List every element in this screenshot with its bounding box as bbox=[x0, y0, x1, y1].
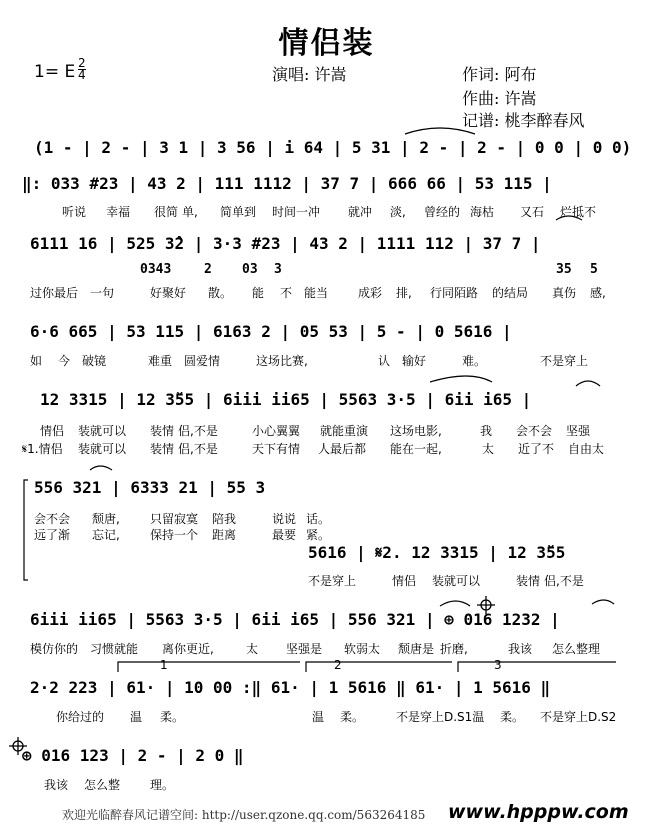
tie-mark bbox=[576, 381, 600, 386]
lyric: 圆爱情 bbox=[184, 354, 221, 368]
notation-row-10: ⊕ 016 123 | 2 - | 2 0 ‖ bbox=[22, 746, 244, 765]
tie-mark bbox=[405, 128, 475, 134]
lyric: 𝄋1.情侣 bbox=[22, 442, 63, 456]
lyric: 如 bbox=[30, 354, 43, 368]
lyric: 人最后都 bbox=[318, 442, 367, 456]
lyric: 很简 bbox=[154, 205, 179, 219]
volta-bracket bbox=[458, 662, 616, 672]
lyric: 颓唐是 bbox=[398, 642, 435, 656]
lyric: 小心翼翼 bbox=[252, 424, 301, 438]
notation-row-3: 6111 16 | 525 3̂2 | 3·3 #23 | 43 2 | 1111 112 | 37 7 | bbox=[30, 234, 541, 253]
harmony-note: 03 bbox=[242, 262, 258, 277]
lyric: 不是穿上 bbox=[308, 574, 357, 588]
notation-row-2: ‖: 033 #23 | 43 2 | 111 1112 | 37 7 | 666 66 | 53 115 | bbox=[22, 174, 552, 193]
key-signature: 1= E bbox=[34, 62, 76, 82]
lyric: 又石 bbox=[520, 205, 545, 219]
time-numerator: 2 bbox=[78, 56, 86, 70]
lyric: 太 bbox=[246, 642, 259, 656]
lyric: 侣,不是 bbox=[544, 574, 584, 588]
lyric: 颓唐, bbox=[92, 512, 120, 526]
lyric: 装情 bbox=[150, 442, 175, 456]
lyric: 情侣 bbox=[40, 424, 65, 438]
lyric: 烂抵不 bbox=[560, 205, 597, 219]
volta-number: 3 bbox=[494, 658, 502, 672]
notation-row-6: 556 321 | 6333 21 | 55 3 bbox=[34, 478, 266, 497]
lyric: 理。 bbox=[150, 778, 175, 792]
lyric: 会不会 bbox=[516, 424, 553, 438]
lyric: 离你更近, bbox=[162, 642, 214, 656]
lyric: 海枯 bbox=[470, 205, 495, 219]
lyric: 温 bbox=[130, 710, 143, 724]
lyric: 侣,不是 bbox=[178, 442, 218, 456]
lyric: 你给过的 bbox=[56, 710, 105, 724]
tie-mark bbox=[430, 376, 492, 382]
harmony-note: 3 bbox=[274, 262, 282, 277]
lyric: 自由太 bbox=[568, 442, 605, 456]
lyric: 我该 bbox=[44, 778, 69, 792]
notation-row-1: (1 - | 2 - | 3 1 | 3 56 | i 64 | 5 31 | 2 - | 2 - | 0 0 | 0 0) bbox=[34, 138, 632, 157]
lyric: 成彩 bbox=[358, 286, 383, 300]
lyric: 近了不 bbox=[518, 442, 555, 456]
harmony-note: 0343 bbox=[140, 262, 172, 277]
harmony-note: 5 bbox=[590, 262, 598, 277]
volta-number: 2 bbox=[334, 658, 342, 672]
lyric: 会不会 bbox=[34, 512, 71, 526]
tie-mark bbox=[90, 466, 112, 470]
lyric: 不是穿上D.S2 bbox=[540, 710, 617, 724]
lyric: 坚强 bbox=[566, 424, 591, 438]
lyric: 折磨, bbox=[440, 642, 468, 656]
lyric: 距离 bbox=[212, 528, 237, 542]
lyric: 情侣 bbox=[392, 574, 417, 588]
lyric: 不是穿上D.S1温 bbox=[396, 710, 485, 724]
tie-mark bbox=[556, 216, 582, 220]
lyric: 难。 bbox=[462, 354, 487, 368]
lyric: 这场电影, bbox=[390, 424, 442, 438]
lyric: 陪我 bbox=[212, 512, 237, 526]
lyric: 侣,不是 bbox=[178, 424, 218, 438]
lyric: 软弱太 bbox=[344, 642, 381, 656]
lyric: 天下有情 bbox=[252, 442, 301, 456]
notation-row-7: 5616 | 𝄋2. 12 3315 | 12 3̌55 bbox=[308, 543, 566, 562]
lyric: 太 bbox=[482, 442, 495, 456]
lyric: 柔。 bbox=[500, 710, 525, 724]
lyric: 只留寂寞 bbox=[150, 512, 199, 526]
lyric: 紧。 bbox=[306, 528, 331, 542]
notation-row-8: 6iii ii65 | 5563 3·5 | 6ii i65 | 556 321 | ⊕ 016 1232 | bbox=[30, 610, 560, 629]
volta-bracket bbox=[306, 662, 452, 672]
lyric: 听说 bbox=[62, 205, 87, 219]
notation-row-5: 12 3315 | 12 3̌55 | 6iii ii65 | 5563 3·5 | 6ii i65 | bbox=[40, 390, 532, 409]
volta-bracket bbox=[118, 662, 300, 672]
lyric: 装就可以 bbox=[78, 424, 127, 438]
lyric: 最要 bbox=[272, 528, 297, 542]
lyric: 过你最后 bbox=[30, 286, 79, 300]
lyric: 远了渐 bbox=[34, 528, 71, 542]
lyric: 好聚好 bbox=[150, 286, 187, 300]
lyric: 忘记, bbox=[92, 528, 120, 542]
lyric: 能 bbox=[252, 286, 265, 300]
lyric: 柔。 bbox=[160, 710, 185, 724]
lyric: 时间一冲 bbox=[272, 205, 321, 219]
lyric: 行同陌路 bbox=[430, 286, 479, 300]
lyric: 习惯就能 bbox=[90, 642, 139, 656]
tie-mark bbox=[592, 600, 614, 604]
lyric: 装就可以 bbox=[78, 442, 127, 456]
coda-sign bbox=[477, 596, 495, 614]
lyric: 温 bbox=[312, 710, 325, 724]
coda-sign bbox=[9, 737, 27, 755]
harmony-note: 35 bbox=[556, 262, 572, 277]
notation-row-9: 2·2 223 | 61· | 10 00 :‖ 61· | 1 5616 ‖ 61· | 1 5616 ‖ bbox=[30, 678, 551, 697]
lyric: 我该 bbox=[508, 642, 533, 656]
lyric: 话。 bbox=[306, 512, 331, 526]
lyric: 不是穿上 bbox=[540, 354, 589, 368]
composer-credit: 作曲: 许嵩 bbox=[462, 89, 537, 108]
time-denominator: 4 bbox=[78, 68, 86, 82]
lyric: 柔。 bbox=[340, 710, 365, 724]
lyric: 我 bbox=[480, 424, 493, 438]
lyric: 就冲 bbox=[348, 205, 373, 219]
lyric: 说说 bbox=[272, 512, 297, 526]
lyric: 保持一个 bbox=[150, 528, 199, 542]
lyric: 一句 bbox=[90, 286, 115, 300]
lyric: 能在一起, bbox=[390, 442, 442, 456]
verse-bracket bbox=[24, 480, 28, 580]
notation-row-4: 6·6 665 | 53 115 | 6163 2 | 05 53 | 5 - | 0 5616 | bbox=[30, 322, 512, 341]
lyric: 散。 bbox=[208, 286, 233, 300]
footer-note: 欢迎光临醉春风记谱空间: http://user.qzone.qq.com/563264185 bbox=[62, 808, 426, 822]
lyric: 坚强是 bbox=[286, 642, 323, 656]
lyric: 能当 bbox=[304, 286, 329, 300]
lyric: 幸福 bbox=[106, 205, 131, 219]
site-watermark: www.hpppw.com bbox=[448, 801, 629, 823]
lyric: 怎么整理 bbox=[552, 642, 601, 656]
transcriber-credit: 记谱: 桃李醉春风 bbox=[462, 111, 585, 130]
lyric: 感, bbox=[590, 286, 606, 300]
lyric: 这场比赛, bbox=[256, 354, 308, 368]
lyric: 简单到 bbox=[220, 205, 257, 219]
lyric: 单, bbox=[182, 205, 198, 219]
lyric: 今 bbox=[58, 354, 71, 368]
lyric: 难重 bbox=[148, 354, 173, 368]
lyric: 装情 bbox=[516, 574, 541, 588]
lyric: 淡, bbox=[390, 205, 406, 219]
harmony-note: 2 bbox=[204, 262, 212, 277]
lyric: 真伤 bbox=[552, 286, 577, 300]
lyric: 模仿你的 bbox=[30, 642, 79, 656]
song-title: 情侣装 bbox=[278, 26, 375, 61]
lyricist-credit: 作词: 阿布 bbox=[462, 65, 537, 84]
volta-number: 1 bbox=[160, 658, 168, 672]
lyric: 破镜 bbox=[82, 354, 107, 368]
lyric: 的结局 bbox=[492, 286, 529, 300]
lyric: 装就可以 bbox=[432, 574, 481, 588]
lyric: 不 bbox=[280, 286, 293, 300]
lyric: 输好 bbox=[402, 354, 427, 368]
lyric: 认 bbox=[378, 354, 391, 368]
lyric: 怎么整 bbox=[84, 778, 121, 792]
tie-mark bbox=[440, 601, 470, 606]
lyric: 曾经的 bbox=[424, 205, 461, 219]
singer-credit: 演唱: 许嵩 bbox=[272, 65, 347, 84]
lyric: 装情 bbox=[150, 424, 175, 438]
lyric: 排, bbox=[396, 286, 412, 300]
lyric: 就能重演 bbox=[320, 424, 369, 438]
